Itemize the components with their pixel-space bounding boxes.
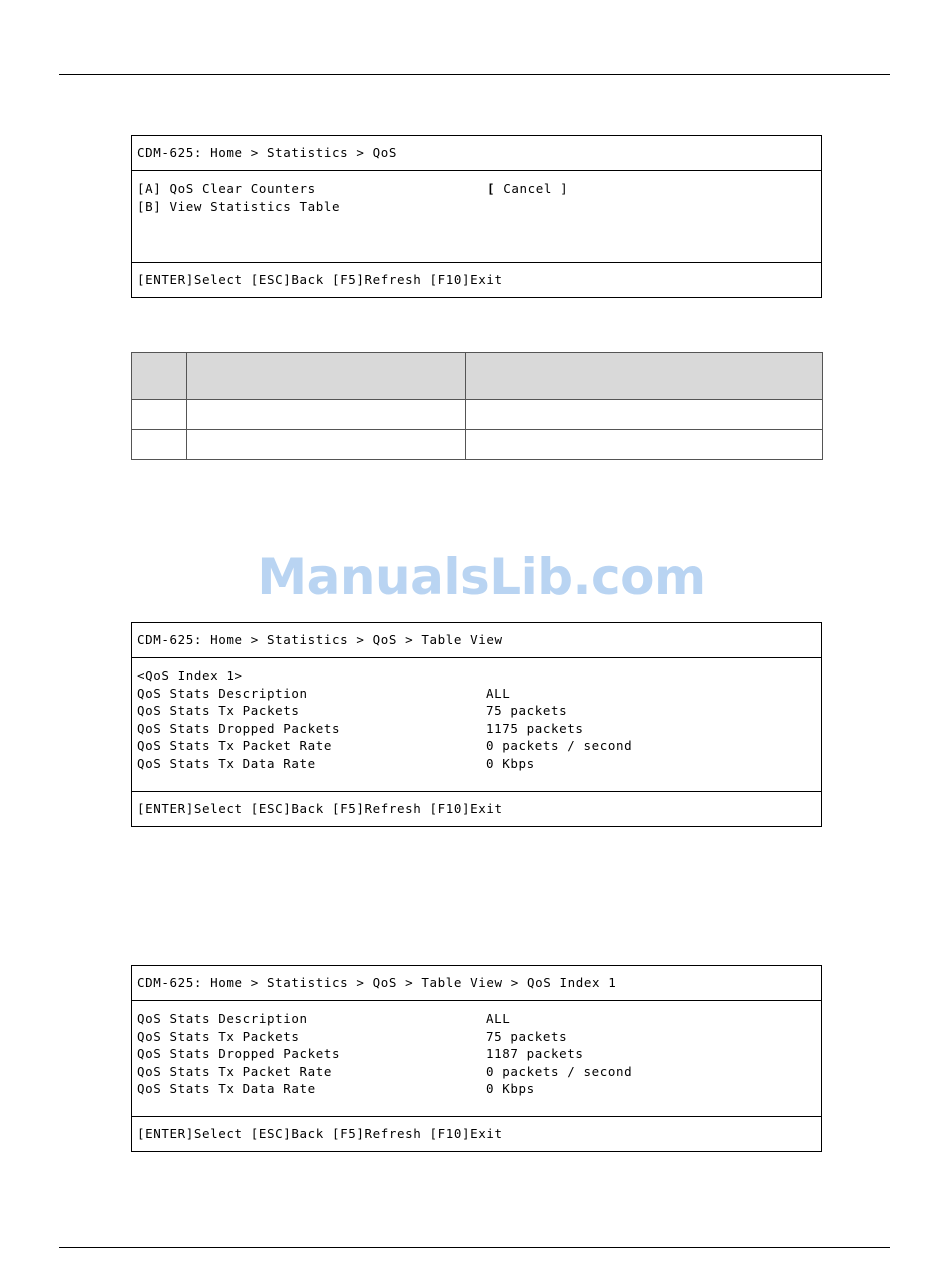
stat-label: QoS Stats Tx Packet Rate — [137, 738, 333, 753]
stat-row — [137, 755, 821, 773]
cancel-open-bracket: [ — [487, 181, 496, 196]
watermark: ManualsLib.com — [257, 548, 706, 606]
key-help-footer: [ENTER]Select [ESC]Back [F5]Refresh [F10]Exit — [137, 1126, 503, 1141]
qos-index-selector[interactable]: <QoS Index 1> — [137, 668, 243, 683]
stat-value: 0 Kbps — [486, 755, 535, 771]
table-cell — [132, 400, 187, 430]
key-help-footer: [ENTER]Select [ESC]Back [F5]Refresh [F10]Exit — [137, 801, 503, 816]
stat-value: 1175 packets — [486, 720, 584, 736]
stat-value: 1187 packets — [486, 1046, 584, 1061]
table-header-cell — [187, 353, 466, 400]
cancel-button[interactable] — [487, 180, 568, 198]
stat-value: 0 packets / second — [486, 1063, 633, 1079]
menu-label: View Statistics Table — [169, 198, 341, 214]
menu-key: [B] — [137, 198, 162, 214]
qos-index-detail-screen — [131, 965, 822, 1152]
breadcrumb: CDM-625: Home > Statistics > QoS > Table View — [132, 623, 821, 658]
table-header-cell — [132, 353, 187, 400]
table-row — [132, 400, 823, 430]
stat-value: ALL — [486, 685, 511, 701]
stat-value: 75 packets — [486, 1028, 568, 1044]
breadcrumb: CDM-625: Home > Statistics > QoS > Table View > QoS Index 1 — [132, 966, 821, 1001]
stat-label: QoS Stats Tx Packets — [137, 703, 300, 718]
stat-row — [137, 702, 821, 720]
table-cell — [466, 430, 823, 460]
stat-label: QoS Stats Dropped Packets — [137, 720, 341, 736]
bottom-rule — [59, 1247, 890, 1248]
top-rule — [59, 74, 890, 75]
table-header-cell — [466, 353, 823, 400]
stat-row — [137, 1080, 821, 1098]
stat-label: QoS Stats Tx Packet Rate — [137, 1063, 333, 1079]
breadcrumb: CDM-625: Home > Statistics > QoS — [132, 136, 821, 171]
stat-row — [137, 1063, 821, 1081]
stat-row — [137, 720, 821, 738]
stat-row — [137, 1010, 821, 1028]
stat-label: QoS Stats Description — [137, 685, 308, 701]
stat-row — [137, 1045, 821, 1063]
menu-label: QoS Clear Counters — [169, 181, 316, 196]
key-help-footer: [ENTER]Select [ESC]Back [F5]Refresh [F10]Exit — [137, 272, 503, 287]
stats-body — [132, 1001, 821, 1117]
menu-body — [132, 171, 821, 263]
stat-row — [137, 685, 821, 703]
qos-menu-screen — [131, 135, 822, 298]
stat-label: QoS Stats Tx Data Rate — [137, 1081, 316, 1096]
stat-label: QoS Stats Tx Data Rate — [137, 755, 316, 771]
stat-value: 0 Kbps — [486, 1081, 535, 1096]
qos-table-view-screen — [131, 622, 822, 827]
table-cell — [187, 430, 466, 460]
table-row — [132, 430, 823, 460]
stat-value: 0 packets / second — [486, 738, 633, 753]
empty-table — [131, 352, 823, 460]
stat-row — [137, 737, 821, 755]
cancel-close-bracket: ] — [560, 181, 569, 196]
table-cell — [466, 400, 823, 430]
cancel-label: Cancel — [495, 181, 561, 196]
stat-row — [137, 1028, 821, 1046]
menu-key: [A] — [137, 181, 162, 196]
stat-label: QoS Stats Description — [137, 1011, 308, 1026]
stat-value: ALL — [486, 1011, 511, 1026]
stat-label: QoS Stats Tx Packets — [137, 1028, 300, 1044]
table-header-row — [132, 353, 823, 400]
menu-item-view-statistics-table[interactable] — [137, 198, 821, 216]
menu-item-clear-counters[interactable] — [137, 180, 821, 198]
stats-body — [132, 658, 821, 792]
stat-value: 75 packets — [486, 703, 568, 718]
table-cell — [187, 400, 466, 430]
stat-label: QoS Stats Dropped Packets — [137, 1046, 341, 1061]
table-cell — [132, 430, 187, 460]
